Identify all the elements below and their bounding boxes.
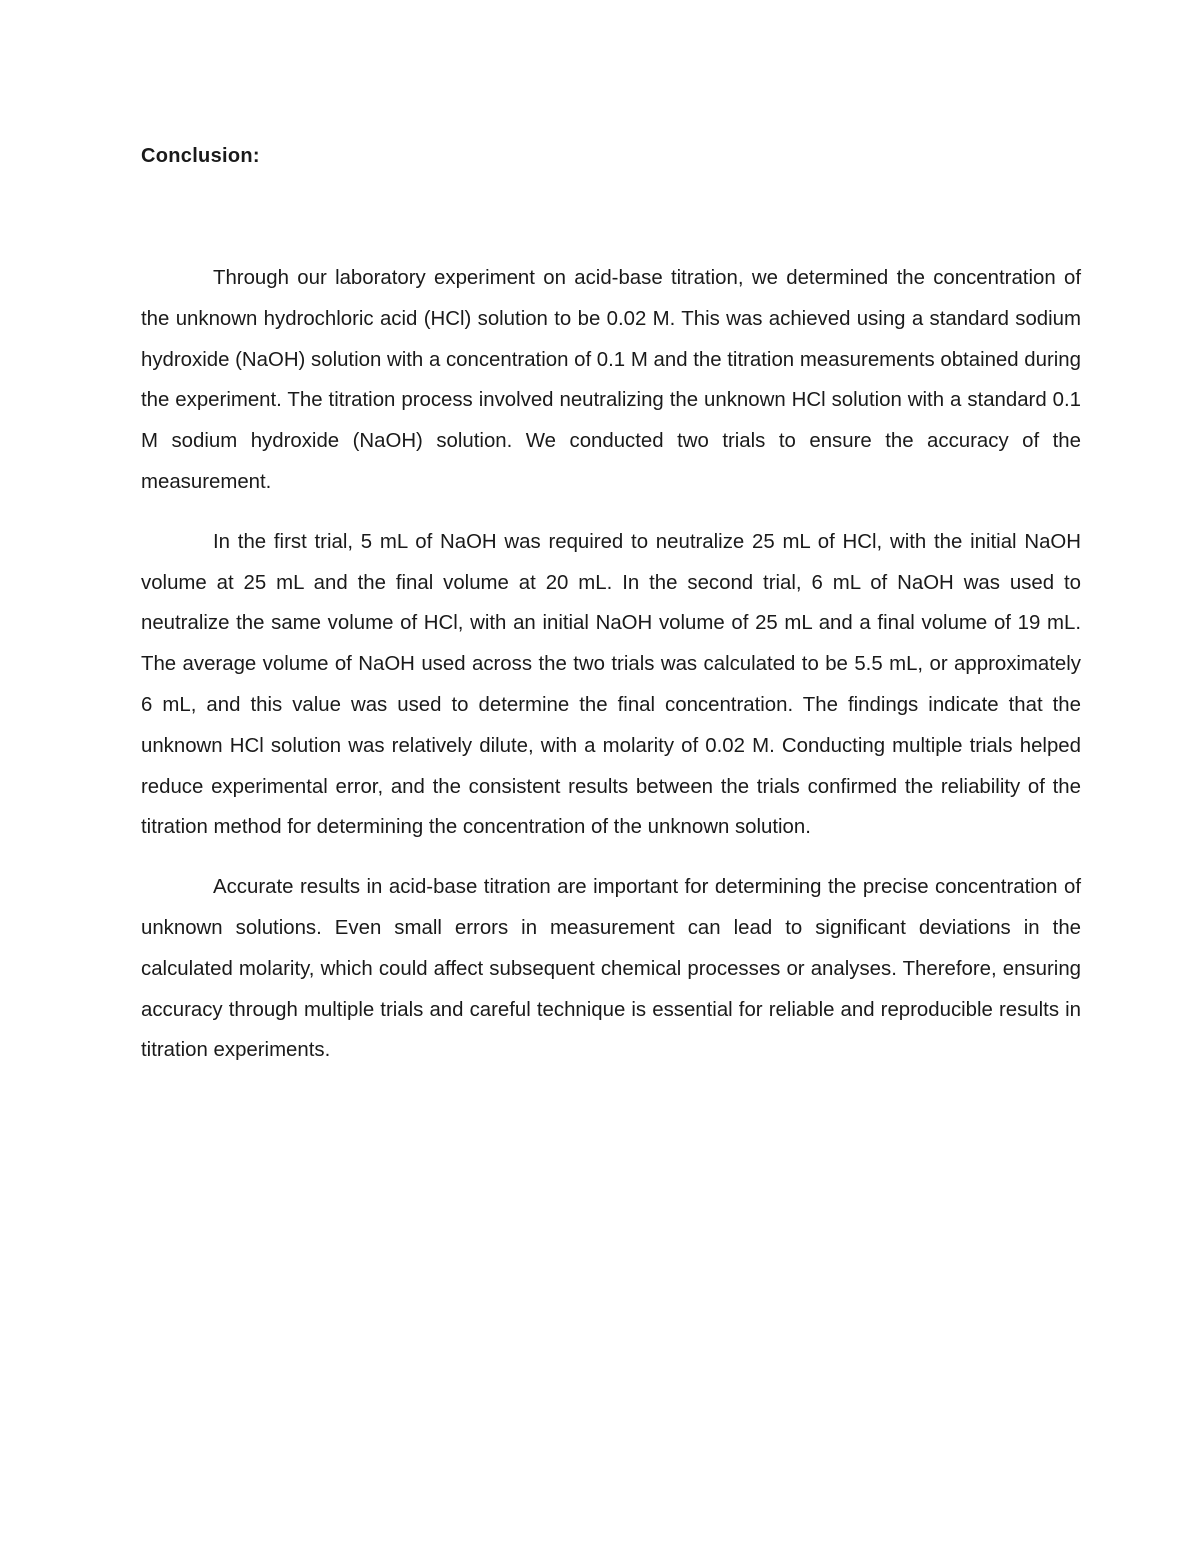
paragraph-2: In the first trial, 5 mL of NaOH was required to neutralize 25 mL of HCl, with the initial NaOH volume at 25 mL and the final volume at 20 mL. In the second trial, 6 mL of NaOH was used to neutralize the same volume of HCl, with an initial NaOH volume of 25 mL and a final volume of 19 mL. The average volume of NaOH used across the two trials was calculated to be 5.5 mL, or approximately 6 mL, and this value was used to determine the final concentration. The findings indicate that the unknown HCl solution was relatively dilute, with a molarity of 0.02 M. Conducting multiple trials helped reduce experimental error, and the consistent results between the trials confirmed the reliability of the titration method for determining the concentration of the unknown solution. — [141, 530, 1081, 839]
paragraph-1: Through our laboratory experiment on acid-base titration, we determined the concentration of the unknown hydrochloric acid (HCl) solution to be 0.02 M. This was achieved using a standard sodium hydroxide (NaOH) solution with a concentration of 0.1 M and the titration measurements obtained during the experiment. The titration process involved neutralizing the unknown HCl solution with a standard 0.1 M sodium hydroxide (NaOH) solution. We conducted two trials to ensure the accuracy of the measurement. — [141, 267, 1081, 493]
section-heading: Conclusion: — [141, 145, 260, 167]
paragraph-3: Accurate results in acid-base titration are important for determining the precise concentration of unknown solutions. Even small errors in measurement can lead to significant deviations in the calculated molarity, which could affect subsequent chemical processes or analyses. Therefore, ensuring accuracy through multiple trials and careful technique is essential for reliable and reproducible results in titration experiments. — [141, 876, 1081, 1062]
document-body — [141, 138, 1081, 1090]
